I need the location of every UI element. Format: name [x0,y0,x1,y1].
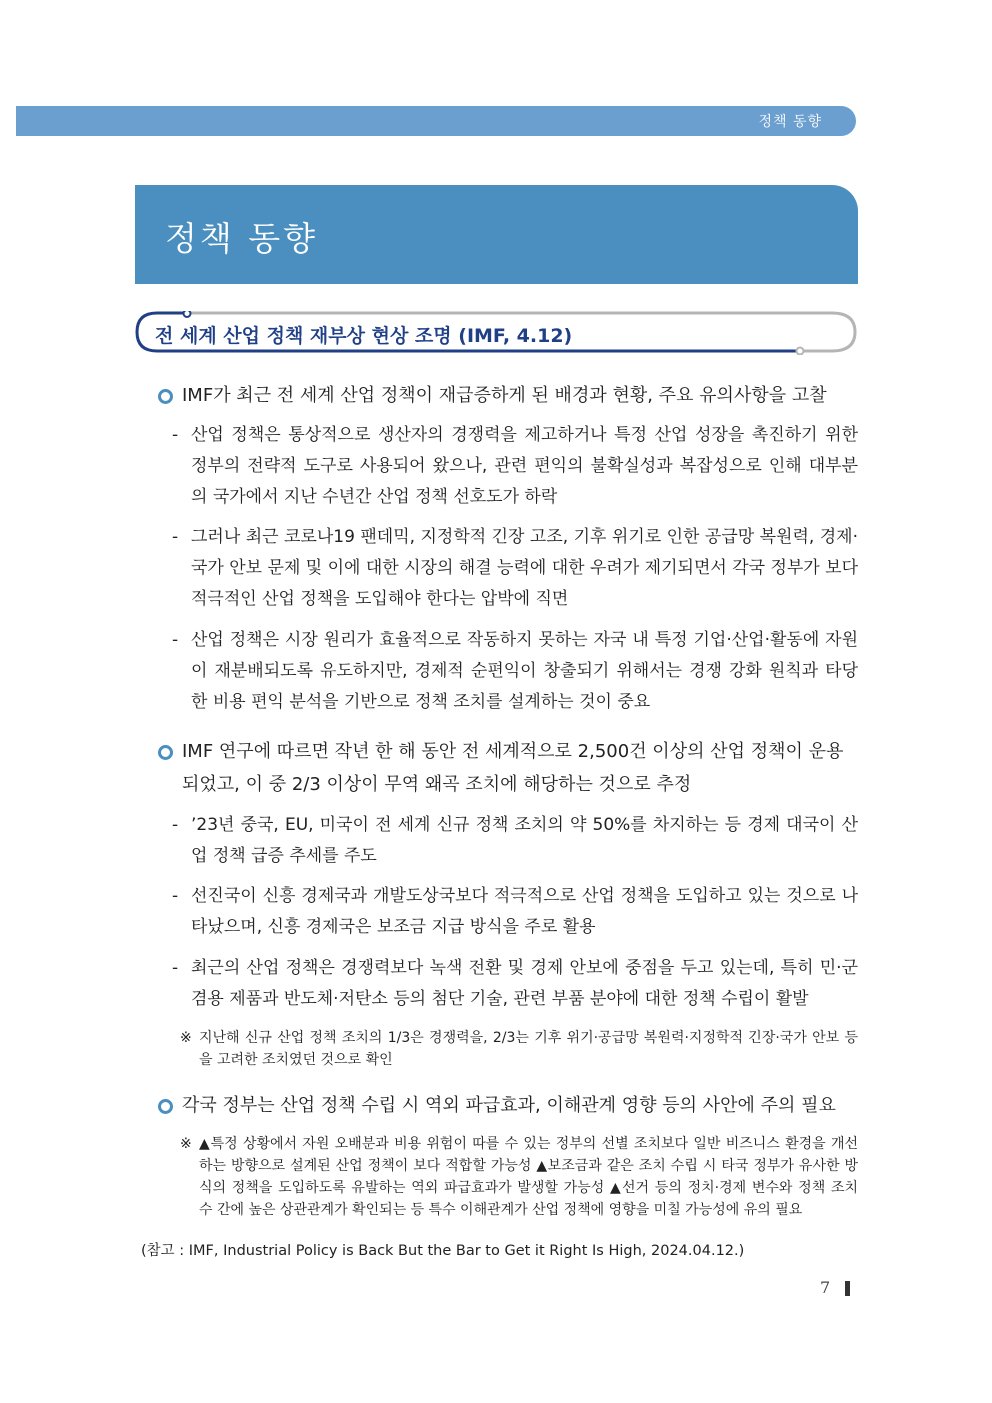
dash-item [172,420,858,513]
page-title-box [135,185,858,284]
note [180,1027,858,1071]
dash-marker: - [172,886,179,906]
bullet-point [158,735,858,801]
dash-item-text: 산업 정책은 시장 원리가 효율적으로 작동하지 못하는 자국 내 특정 기업·산업·활동에 자원이 재분배되도록 유도하지만, 경제적 순편익이 창출되기 위해서는 경쟁 강화 원칙과 타당한 비용 편익 분석을 기반으로 정책 조치를 설계하는 것이 중요 [191,630,858,712]
bullet-ring-icon [158,389,173,404]
section-title: 전 세계 산업 정책 재부상 현상 조명 (IMF, 4.12) [155,325,573,347]
header-band-label: 정책 동향 [758,114,822,130]
dash-item-text: 그러나 최근 코로나19 팬데믹, 지정학적 긴장 고조, 기후 위기로 인한 공급망 복원력, 경제·국가 안보 문제 및 이에 대한 시장의 해결 능력에 대한 우려가 제기되면서 각국 정부가 보다 적극적인 산업 정책을 도입해야 한다는 압박에 직면 [191,527,858,609]
dash-marker: - [172,958,179,978]
dash-item [172,625,858,718]
bullet-ring-icon [158,745,173,760]
note [180,1133,858,1221]
bullet-text: 각국 정부는 산업 정책 수립 시 역외 파급효과, 이해관계 영향 등의 사안에 주의 필요 [182,1095,836,1116]
dash-item [172,953,858,1015]
section-heading [135,311,857,352]
dash-item [172,881,858,943]
bullet-ring-icon [158,1099,173,1114]
dash-marker: - [172,815,179,835]
note-text: ▲특정 상황에서 자원 오배분과 비용 위험이 따를 수 있는 정부의 선별 조치보다 일반 비즈니스 환경을 개선하는 방향으로 설계된 산업 정책이 보다 적합할 가능성 ▲보조금과 같은 조치 수립 시 타국 정부가 유사한 방식의 정책을 도입하도록 유발하는 역외 파급효과가 발생할 가능성 ▲선거 등의 정치·경제 변수와 정책 조치 수 간에 높은 상관관계가 확인되는 등 특수 이해관계가 산업 정책에 영향을 미칠 가능성에 유의 필요 [199,1136,858,1218]
header-band [16,106,856,136]
dash-marker: - [172,425,179,445]
dash-item [172,810,858,872]
dash-item-text: 산업 정책은 통상적으로 생산자의 경쟁력을 제고하거나 특정 산업 성장을 촉진하기 위한 정부의 전략적 도구로 사용되어 왔으나, 관련 편익의 불확실성과 복잡성으로 인해 대부분의 국가에서 지난 수년간 산업 정책 선호도가 하락 [191,425,858,507]
note-marker: ※ [180,1136,192,1152]
dash-marker: - [172,630,179,650]
page-number: 7 [820,1278,831,1297]
dash-item-text: ’23년 중국, EU, 미국이 전 세계 신규 정책 조치의 약 50%를 차지하는 등 경제 대국이 산업 정책 급증 추세를 주도 [191,815,858,866]
bullet-point [158,379,858,412]
bullet-text: IMF 연구에 따르면 작년 한 해 동안 전 세계적으로 2,500건 이상의 산업 정책이 운용되었고, 이 중 2/3 이상이 무역 왜곡 조치에 해당하는 것으로 추정 [182,741,844,795]
page-number-bar [845,1281,850,1296]
note-text: 지난해 신규 산업 정책 조치의 1/3은 경쟁력을, 2/3는 기후 위기·공급망 복원력·지정학적 긴장·국가 안보 등을 고려한 조치였던 것으로 확인 [199,1030,858,1068]
bullet-point [158,1089,858,1122]
note-marker: ※ [180,1030,192,1046]
bullet-text: IMF가 최근 전 세계 산업 정책이 재급증하게 된 배경과 현황, 주요 유의사항을 고찰 [182,385,827,406]
dash-marker: - [172,527,179,547]
dash-item-text: 선진국이 신흥 경제국과 개발도상국보다 적극적으로 산업 정책을 도입하고 있는 것으로 나타났으며, 신흥 경제국은 보조금 지급 방식을 주로 활용 [191,886,858,937]
page-title: 정책 동향 [165,219,319,258]
dash-item-text: 최근의 산업 정책은 경쟁력보다 녹색 전환 및 경제 안보에 중점을 두고 있는데, 특히 민·군 겸용 제품과 반도체·저탄소 등의 첨단 기술, 관련 부품 분야에 대한 정책 수립이 활발 [191,958,858,1009]
dash-item [172,522,858,615]
reference-citation: (참고 : IMF, Industrial Policy is Back But the Bar to Get it Right Is High, 2024.04.12.) [141,1243,745,1259]
